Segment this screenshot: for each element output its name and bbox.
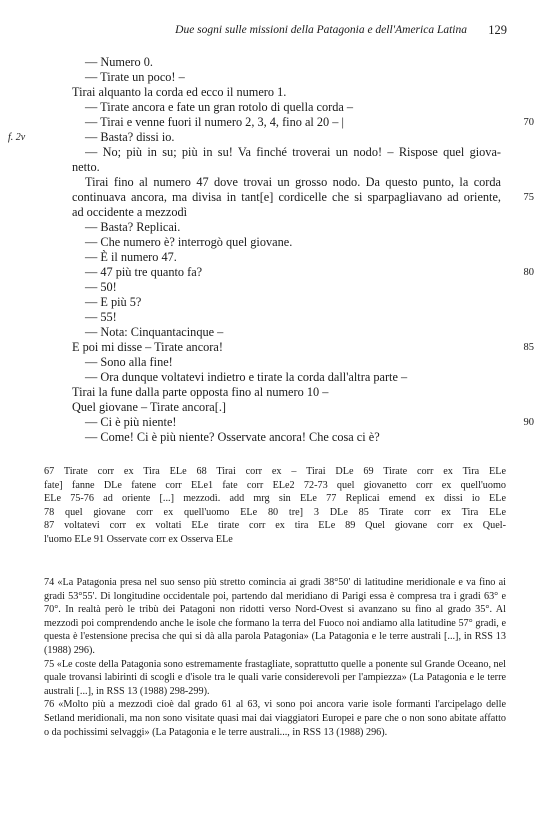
folio-mark: f. 2v xyxy=(8,132,26,143)
text-line: — Basta? Replicai. xyxy=(85,220,181,234)
text-line: — Numero 0. xyxy=(85,55,153,69)
apparatus-line: l'uomo ELe 91 Osservate corr ex Osserva ELe xyxy=(44,533,233,545)
text-line: — Tirate un poco! – xyxy=(85,70,185,84)
apparatus-line: 78 quel giovane corr ex quell'uomo ELe 80 tre] 3 DLe 85 Tirate corr ex Tira ELe xyxy=(44,506,506,518)
line-number: 90 xyxy=(523,417,534,428)
text-line: — Sono alla fine! xyxy=(85,355,173,369)
apparatus-line: fate] fanne DLe fatene corr ELe1 fate corr ELe2 72-73 quel giovanetto corr ex quell'uomo xyxy=(44,479,506,491)
text-line: continuava ancora, ma divisa in tant[e] cordicelle che si sparpagliavano ad oriente, xyxy=(72,190,501,204)
apparatus-line: ELe 75-76 ad oriente [...] mezzodì. add mrg sin ELe 77 Replicai emend ex dissi io ELe xyxy=(44,493,506,504)
line-number: 85 xyxy=(523,342,534,353)
footnote-74: 74 «La Patagonia presa nel suo senso più stretto comincia ai gradi 38°50' di latitudine meridionale e va fino ai gradi 53°55'. Di longitudine occidentale poi, partendo dal meridiano di Parigi essa è compresa tra i gradi 63° e 70°. In realtà però le tribù dei Patagoni non ridotti verso Nord-Ovest si avanzano su fino al grado 35°. Al mezzodì poi comprendendo anche le isole che formano la terra del Fuoco noi andiamo alla latitudine 57° gradi, e questa è l'estensione precisa che qui si dà alla parola Patagonia» (La Patagonia e le terre australi [...], in RSS 13 (1988) 296). xyxy=(44,577,506,656)
footnote-75: 75 «Le coste della Patagonia sono estremamente frastagliate, soprattutto quelle a ponente sul Grande Oceano, nel quale trovansi labirinti di scogli e d'isole tra le quali varie considerevoli per l'ampiezza» (La Patagonia e le terre australi [...], in RSS 13 (1988) 298-299). xyxy=(44,658,506,697)
footnotes xyxy=(44,576,506,739)
page-number: 129 xyxy=(488,23,507,37)
text-line: — 47 più tre quanto fa? xyxy=(85,265,203,279)
apparatus-line: 87 voltatevi corr ex voltati ELe tirate corr ex tira ELe 89 Quel giovane corr ex Quel- xyxy=(44,520,506,531)
text-line: — Che numero è? interrogò quel giovane. xyxy=(85,235,293,249)
text-line: netto. xyxy=(72,160,100,174)
text-line: — 55! xyxy=(85,310,117,324)
running-title: Due sogni sulle missioni della Patagonia e dell'America Latina xyxy=(175,24,467,36)
line-number: 75 xyxy=(523,192,534,203)
text-line: — È il numero 47. xyxy=(85,250,177,264)
text-line: — Basta? dissi io. xyxy=(85,130,175,144)
footnote-76: 76 «Molto più a mezzodì cioè dal grado 61 al 63, vi sono poi ancora varie isole formanti l'arcipelago delle Setland meridionali, ma non sono visitate quasi mai dai viaggiatori Europei e pare che o non sono abitate affatto o da pochissimi selvaggi» (La Patagonia e le terre australi..., in RSS 13 (1988) 296). xyxy=(44,699,506,738)
text-line: — Tirate ancora e fate un gran rotolo di quella corda – xyxy=(85,100,354,114)
text-line: Tirai la fune dalla parte opposta fino al numero 10 – xyxy=(72,385,329,399)
line-number: 80 xyxy=(523,267,534,278)
text-line: Tirai alquanto la corda ed ecco il numero 1. xyxy=(72,85,287,99)
line-number: 70 xyxy=(523,117,534,128)
text-line: — E più 5? xyxy=(85,295,142,309)
text-line: — Nota: Cinquantacinque – xyxy=(85,325,224,339)
critical-apparatus xyxy=(44,465,506,546)
text-line: — No; più in su; più in su! Va finché troverai un nodo! – Rispose quel giova- xyxy=(85,145,501,159)
text-line: E poi mi disse – Tirate ancora! xyxy=(72,340,223,354)
text-line: ad occidente a mezzodì xyxy=(72,205,188,219)
text-line: Tirai fino al numero 47 dove trovai un grosso nodo. Da questo punto, la corda xyxy=(85,175,501,189)
text-line: — Ora dunque voltatevi indietro e tirate la corda dall'altra parte – xyxy=(85,370,408,384)
text-line: Quel giovane – Tirate ancora[.] xyxy=(72,400,227,414)
text-line: — 50! xyxy=(85,280,117,294)
text-line: — Tirai e venne fuori il numero 2, 3, 4, fino al 20 – | xyxy=(85,115,344,129)
text-line: — Ci è più niente! xyxy=(85,415,177,429)
apparatus-line: 67 Tirate corr ex Tira ELe 68 Tirai corr ex – Tirai DLe 69 Tirate corr ex Tira ELe xyxy=(44,466,506,477)
text-line: — Come! Ci è più niente? Osservate ancora! Che cosa ci è? xyxy=(85,430,380,444)
